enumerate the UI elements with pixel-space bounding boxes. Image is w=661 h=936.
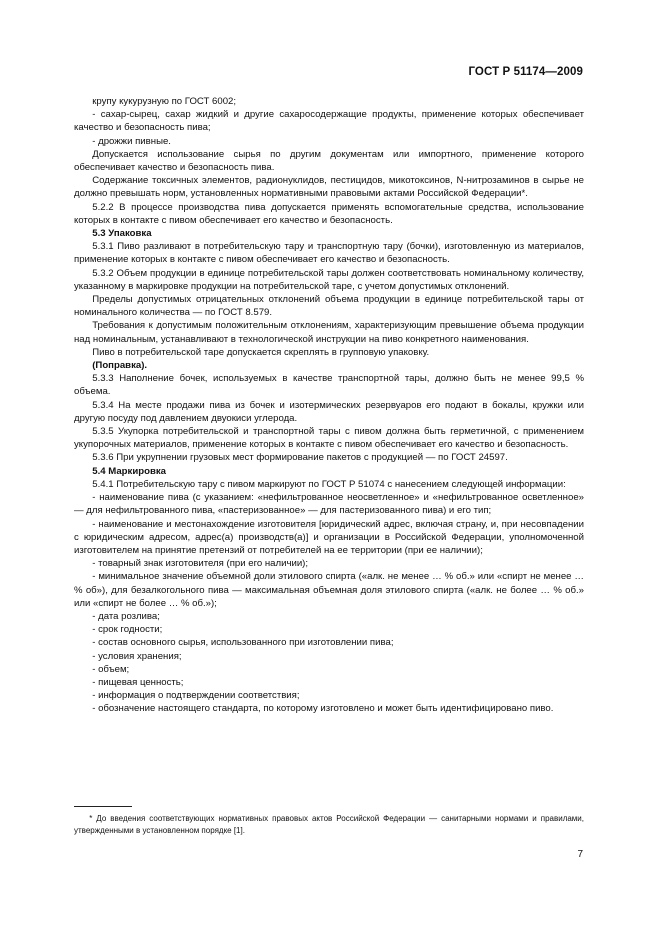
paragraph: 5.3.3 Наполнение бочек, используемых в качестве транспортной тары, должно быть не менее 99,5 % объема.	[74, 373, 584, 398]
paragraph: Содержание токсичных элементов, радионуклидов, пестицидов, микотоксинов, N-нитрозаминов в сырье не должно превышать норм, установленных нормативными правовыми актами Российской Федерации*.	[74, 175, 584, 200]
paragraph: 5.2.2 В процессе производства пива допускается применять вспомогательные средства, использование которых в контакте с пивом обеспечивает его качество и безопасность.	[74, 201, 584, 226]
list-item: - объем;	[92, 663, 130, 675]
list-item: - обозначение настоящего стандарта, по которому изготовлено и может быть идентифицировано пиво.	[92, 703, 554, 715]
list-item: - информация о подтверждении соответствия;	[92, 690, 300, 702]
paragraph: - сахар-сырец, сахар жидкий и другие сахаросодержащие продукты, применение которых обеспечивает качество и безопасность пива;	[74, 109, 584, 134]
paragraph: Требования к допустимым положительным отклонениям, характеризующим превышение объема продукции над номинальным, устанавливают в технологической инструкции на пиво конкретного наименования.	[74, 320, 584, 345]
list-item: - минимальное значение объемной доли этилового спирта («алк. не менее … % об.» или «спирт не менее … % об»), для безалкогольного пива — максимальная объемная доля этилового спирта («алк. не более … % об.» или «спирт не более … % об.»);	[74, 571, 584, 609]
list-item: - наименование пива (с указанием: «нефильтрованное неосветленное» и «нефильтрованное осветленное» — для нефильтрованного пива, «пастеризованное» — для пастеризованного пива) и его тип;	[74, 492, 584, 517]
paragraph: 5.3.2 Объем продукции в единице потребительской тары должен соответствовать номинальному количеству, указанному в маркировке продукции на потребительской таре, с учетом допустимых отклонений.	[74, 267, 584, 292]
section-heading: 5.4 Маркировка	[92, 465, 166, 477]
list-item: - срок годности;	[92, 624, 163, 636]
list-item: - дата розлива;	[92, 610, 160, 622]
amendment-note: (Поправка).	[92, 360, 148, 372]
paragraph: 5.4.1 Потребительскую тару с пивом маркируют по ГОСТ Р 51074 с нанесением следующей информации:	[92, 478, 566, 490]
paragraph: 5.3.5 Укупорка потребительской и транспортной тары с пивом должна быть герметичной, с применением укупорочных материалов, применение которых в контакте с пивом обеспечивает его качество и безопасность.	[74, 426, 584, 451]
paragraph: 5.3.1 Пиво разливают в потребительскую тару и транспортную тару (бочки), изготовленную из материалов, применение которых в контакте с пивом обеспечивает его качество и безопасность.	[74, 241, 584, 266]
paragraph: Допускается использование сырья по другим документам или импортного, применение которого обеспечивает качество и безопасность пива.	[74, 148, 584, 174]
list-item: - товарный знак изготовителя (при его наличии);	[92, 558, 309, 570]
list-item: - пищевая ценность;	[92, 676, 184, 688]
paragraph: Пределы допустимых отрицательных отклонений объема продукции в единице потребительской тары от номинального количества — по ГОСТ 8.579.	[74, 294, 584, 319]
paragraph: 5.3.6 При укрупнении грузовых мест формирование пакетов с продукцией — по ГОСТ 24597.	[92, 452, 508, 464]
paragraph: 5.3.4 На месте продажи пива из бочек и изотермических резервуаров его подают в бокалы, кружки или другую посуду под давлением двуокиси углерода.	[74, 399, 584, 424]
page-header-title: ГОСТ Р 51174—2009	[468, 66, 583, 78]
document-body	[74, 95, 584, 716]
paragraph: крупу кукурузную по ГОСТ 6002;	[92, 96, 237, 107]
paragraph: - дрожжи пивные.	[92, 135, 171, 147]
list-item: - состав основного сырья, использованного при изготовлении пива;	[92, 637, 394, 649]
footnote: * До введения соответствующих нормативных правовых актов Российской Федерации — санитарными нормами и правилами, утвержденными в установленном порядке [1].	[74, 814, 584, 835]
list-item: - условия хранения;	[92, 650, 182, 662]
page-number: 7	[577, 849, 583, 860]
paragraph: Пиво в потребительской таре допускается скреплять в групповую упаковку.	[92, 346, 430, 358]
list-item: - наименование и местонахождение изготовителя [юридический адрес, включая страну, и, при несовпадении с юридическим адресом, адрес(а) производств(а)] и организации в Российской Федерации, уполномоченной изготовителем на принятие претензий от потребителей на ее территории (при ее наличии);	[74, 518, 584, 556]
footnote-divider	[74, 806, 132, 807]
section-heading: 5.3 Упаковка	[92, 228, 152, 240]
